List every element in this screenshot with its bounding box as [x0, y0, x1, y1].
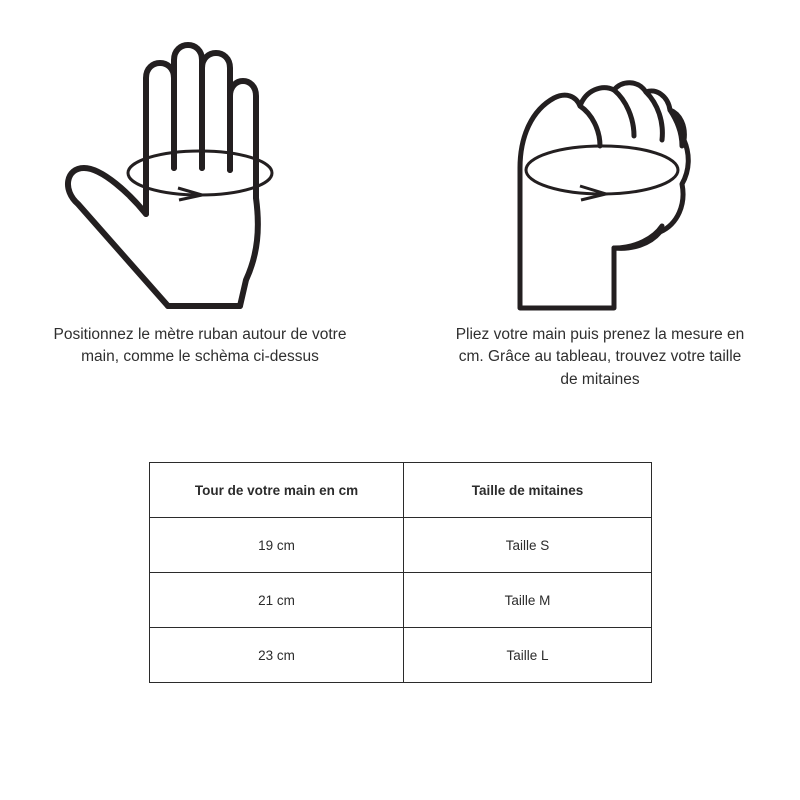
table-row: [150, 573, 652, 628]
column-header-hand-circumference: Tour de votre main en cm: [150, 463, 404, 518]
panel-fist-hand-caption: Pliez votre main puis prenez la mesure en cm. Grâce au tableau, trouvez votre taille de mitaines: [455, 326, 745, 388]
size-table-head: [150, 463, 652, 518]
cell-mitten-size: Taille S: [404, 518, 652, 573]
cell-hand-circumference: 21 cm: [150, 573, 404, 628]
cell-hand-circumference: 23 cm: [150, 628, 404, 683]
illustration-panels: [0, 0, 800, 391]
table-row: [150, 628, 652, 683]
column-header-mitten-size: Taille de mitaines: [404, 463, 652, 518]
size-table-wrapper: [149, 462, 651, 683]
cell-hand-circumference: 19 cm: [150, 518, 404, 573]
cell-mitten-size: Taille M: [404, 573, 652, 628]
table-row: [150, 518, 652, 573]
size-table-body: [150, 518, 652, 683]
panel-open-hand-caption: Positionnez le mètre ruban autour de votre main, comme le schèma ci-dessus: [53, 326, 347, 366]
open-hand-measure-illustration: [30, 18, 370, 318]
cell-mitten-size: Taille L: [404, 628, 652, 683]
size-table: [149, 462, 652, 683]
table-header-row: [150, 463, 652, 518]
panel-open-hand: [0, 18, 400, 391]
fist-hand-measure-illustration: [430, 18, 770, 318]
panel-fist-hand: [400, 18, 800, 391]
